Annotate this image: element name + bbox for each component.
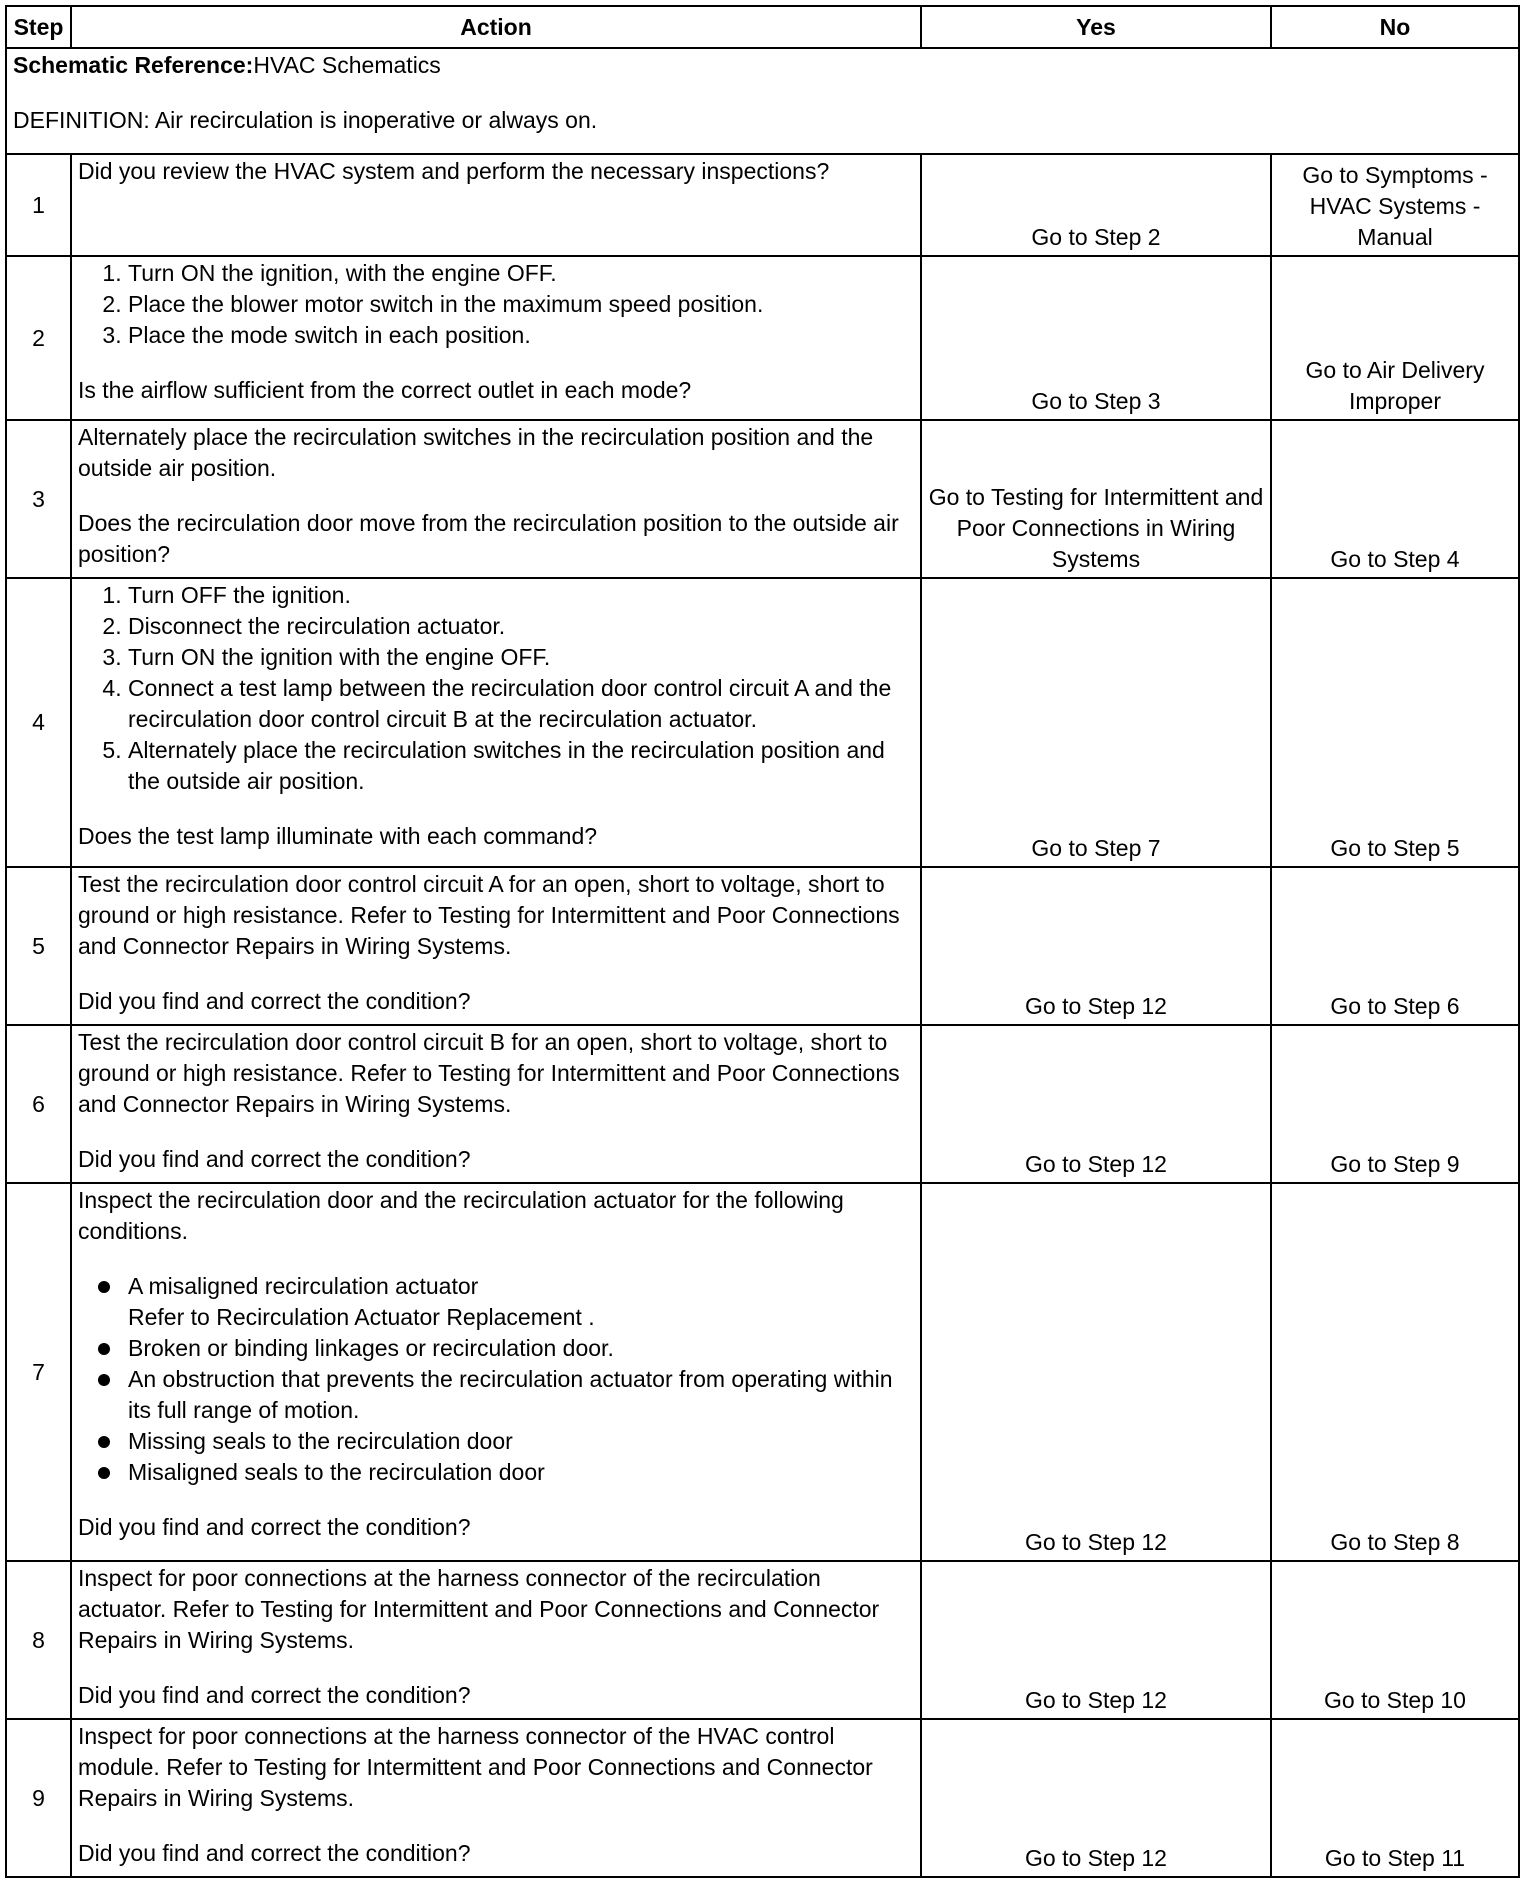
step-number: 6 (6, 1025, 71, 1183)
condition-item (78, 1271, 915, 1333)
action-intro-text: Inspect for poor connections at the harness connector of the HVAC control module. Refer to Testing for Intermittent and Poor Connections and Connector Repairs in Wiring Systems. (78, 1723, 873, 1811)
action-cell (71, 420, 921, 578)
action-cell (71, 1025, 921, 1183)
numbered-substeps (78, 258, 915, 351)
header-no: No (1271, 6, 1519, 48)
reference-row (6, 48, 1519, 154)
step-number: 2 (6, 256, 71, 420)
reference-cell (6, 48, 1519, 154)
yes-result: Go to Step 2 (921, 154, 1271, 256)
action-cell (71, 154, 921, 256)
step-number: 1 (6, 154, 71, 256)
bullet-icon (98, 1281, 110, 1293)
action-question: Does the test lamp illuminate with each command? (78, 823, 598, 849)
no-result: Go to Step 6 (1271, 867, 1519, 1025)
substep-item: 1. Turn OFF the ignition. (128, 580, 915, 611)
action-intro-text: Did you review the HVAC system and perform the necessary inspections? (78, 158, 830, 184)
header-yes: Yes (921, 6, 1271, 48)
step-number: 8 (6, 1561, 71, 1719)
bullet-icon (98, 1374, 110, 1386)
no-result: Go to Step 9 (1271, 1025, 1519, 1183)
yes-result: Go to Step 3 (921, 256, 1271, 420)
action-question: Does the recirculation door move from the recirculation position to the outside air position? (78, 510, 899, 567)
no-result: Go to Air Delivery Improper (1271, 256, 1519, 420)
action-question: Did you find and correct the condition? (78, 1840, 471, 1866)
definition-text: DEFINITION: Air recirculation is inoperative or always on. (13, 107, 598, 133)
header-row (6, 6, 1519, 48)
header-action: Action (71, 6, 921, 48)
bullet-icon (98, 1343, 110, 1355)
substep-item: 5. Alternately place the recirculation switches in the recirculation position and the outside air position. (128, 735, 915, 797)
condition-text: An obstruction that prevents the recirculation actuator from operating within its full range of motion. (128, 1366, 893, 1423)
step-number: 7 (6, 1183, 71, 1561)
condition-text: Misaligned seals to the recirculation door (128, 1459, 545, 1485)
condition-text: A misaligned recirculation actuator (128, 1273, 479, 1299)
substep-item: 4. Connect a test lamp between the recirculation door control circuit A and the recirculation door control circuit B at the recirculation actuator. (128, 673, 915, 735)
step-row (6, 256, 1519, 420)
condition-item (78, 1333, 915, 1364)
step-row (6, 154, 1519, 256)
condition-text: Refer to Recirculation Actuator Replacement . (128, 1304, 595, 1330)
step-row (6, 578, 1519, 867)
no-result: Go to Step 8 (1271, 1183, 1519, 1561)
action-intro-text: Inspect for poor connections at the harness connector of the recirculation actuator. Refer to Testing for Intermittent and Poor Connections and Connector Repairs in Wiring Systems. (78, 1565, 880, 1653)
yes-result: Go to Step 12 (921, 867, 1271, 1025)
diagnostic-table (5, 5, 1520, 1878)
step-row (6, 420, 1519, 578)
step-row (6, 1025, 1519, 1183)
condition-list (78, 1271, 915, 1488)
substep-item: 2. Disconnect the recirculation actuator. (128, 611, 915, 642)
step-number: 9 (6, 1719, 71, 1877)
action-cell (71, 578, 921, 867)
action-cell (71, 1183, 921, 1561)
action-cell (71, 256, 921, 420)
yes-result: Go to Step 12 (921, 1183, 1271, 1561)
substep-item: 3. Place the mode switch in each position. (128, 320, 915, 351)
action-question: Did you find and correct the condition? (78, 1146, 471, 1172)
bullet-icon (98, 1467, 110, 1479)
condition-text: Missing seals to the recirculation door (128, 1428, 513, 1454)
action-cell (71, 1719, 921, 1877)
yes-result: Go to Step 12 (921, 1025, 1271, 1183)
action-intro-text: Test the recirculation door control circuit A for an open, short to voltage, short to ground or high resistance. Refer to Testing for Intermittent and Poor Connections and Connector Repairs in Wiring Systems. (78, 871, 900, 959)
action-question: Did you find and correct the condition? (78, 1682, 471, 1708)
schematic-reference-label: Schematic Reference: (13, 52, 254, 78)
action-question: Did you find and correct the condition? (78, 988, 471, 1014)
action-cell (71, 1561, 921, 1719)
action-cell (71, 867, 921, 1025)
step-number: 5 (6, 867, 71, 1025)
yes-result: Go to Testing for Intermittent and Poor Connections in Wiring Systems (921, 420, 1271, 578)
step-row (6, 1719, 1519, 1877)
steps-body (6, 154, 1519, 1877)
schematic-reference-value: HVAC Schematics (253, 52, 441, 78)
no-result: Go to Step 11 (1271, 1719, 1519, 1877)
step-row (6, 1561, 1519, 1719)
action-intro-text: Alternately place the recirculation switches in the recirculation position and the outside air position. (78, 424, 874, 481)
action-intro-text: Inspect the recirculation door and the recirculation actuator for the following conditions. (78, 1187, 844, 1244)
header-step: Step (6, 6, 71, 48)
substep-item: 3. Turn ON the ignition with the engine OFF. (128, 642, 915, 673)
step-row (6, 867, 1519, 1025)
step-row (6, 1183, 1519, 1561)
action-question: Did you find and correct the condition? (78, 1514, 471, 1540)
bullet-icon (98, 1436, 110, 1448)
condition-item (78, 1364, 915, 1426)
action-question: Is the airflow sufficient from the correct outlet in each mode? (78, 377, 692, 403)
schematic-reference (13, 50, 1513, 81)
yes-result: Go to Step 7 (921, 578, 1271, 867)
substep-item: 2. Place the blower motor switch in the maximum speed position. (128, 289, 915, 320)
condition-item (78, 1426, 915, 1457)
yes-result: Go to Step 12 (921, 1719, 1271, 1877)
step-number: 4 (6, 578, 71, 867)
condition-item (78, 1457, 915, 1488)
condition-text: Broken or binding linkages or recirculation door. (128, 1335, 614, 1361)
no-result: Go to Step 5 (1271, 578, 1519, 867)
no-result: Go to Step 10 (1271, 1561, 1519, 1719)
no-result: Go to Symptoms - HVAC Systems - Manual (1271, 154, 1519, 256)
step-number: 3 (6, 420, 71, 578)
no-result: Go to Step 4 (1271, 420, 1519, 578)
yes-result: Go to Step 12 (921, 1561, 1271, 1719)
action-intro-text: Test the recirculation door control circuit B for an open, short to voltage, short to ground or high resistance. Refer to Testing for Intermittent and Poor Connections and Connector Repairs in Wiring Systems. (78, 1029, 900, 1117)
numbered-substeps (78, 580, 915, 797)
substep-item: 1. Turn ON the ignition, with the engine OFF. (128, 258, 915, 289)
